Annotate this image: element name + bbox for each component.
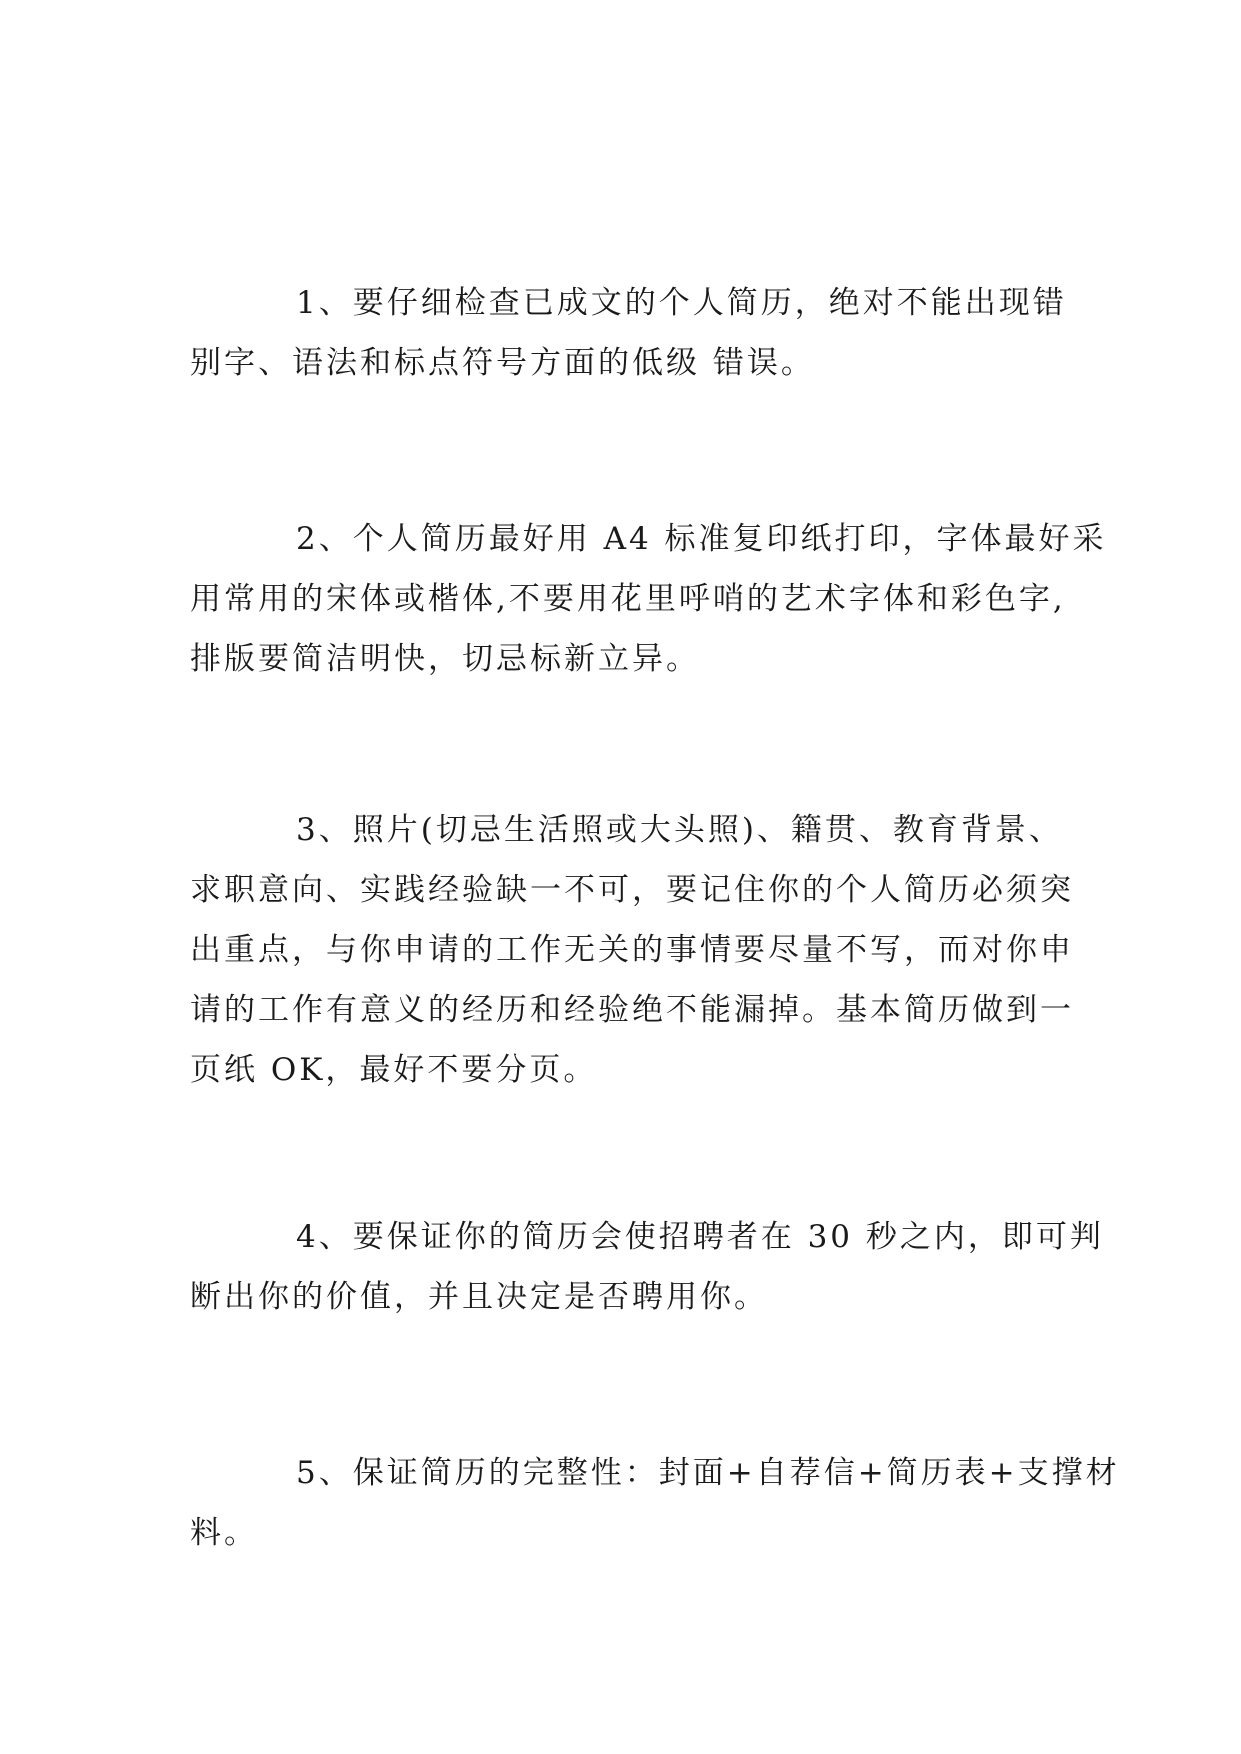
paragraph-line: 求职意向、实践经验缺一不可，要记住你的个人简历必须突 [190, 872, 1074, 908]
paragraph-line: 断出你的价值，并且决定是否聘用你。 [190, 1279, 768, 1315]
tip-paragraph-3 [190, 800, 1074, 1100]
paragraph-line: 4、要保证你的简历会使招聘者在 30 秒之内，即可判 [296, 1219, 1104, 1255]
paragraph-line: 5、保证简历的完整性：封面+自荐信+简历表+支撑材 [296, 1455, 1120, 1491]
tip-paragraph-5 [190, 1443, 1120, 1563]
paragraph-line: 2、个人简历最好用 A4 标准复印纸打印，字体最好采 [296, 521, 1107, 557]
paragraph-line: 页纸 OK，最好不要分页。 [190, 1052, 598, 1088]
tip-paragraph-4 [190, 1207, 1104, 1327]
paragraph-line: 出重点，与你申请的工作无关的事情要尽量不写，而对你申 [190, 932, 1074, 968]
paragraph-line: 用常用的宋体或楷体,不要用花里呼哨的艺术字体和彩色字, [190, 581, 1066, 617]
tip-paragraph-1 [190, 273, 1067, 393]
paragraph-line: 3、照片(切忌生活照或大头照)、籍贯、教育背景、 [296, 812, 1063, 848]
paragraph-line: 料。 [190, 1515, 258, 1551]
paragraph-line: 1、要仔细检查已成文的个人简历，绝对不能出现错 [296, 285, 1067, 321]
paragraph-line: 排版要简洁明快，切忌标新立异。 [190, 641, 700, 677]
paragraph-line: 别字、语法和标点符号方面的低级 错误。 [190, 345, 815, 381]
paragraph-line: 请的工作有意义的经历和经验绝不能漏掉。基本简历做到一 [190, 992, 1074, 1028]
tip-paragraph-2 [190, 509, 1107, 689]
